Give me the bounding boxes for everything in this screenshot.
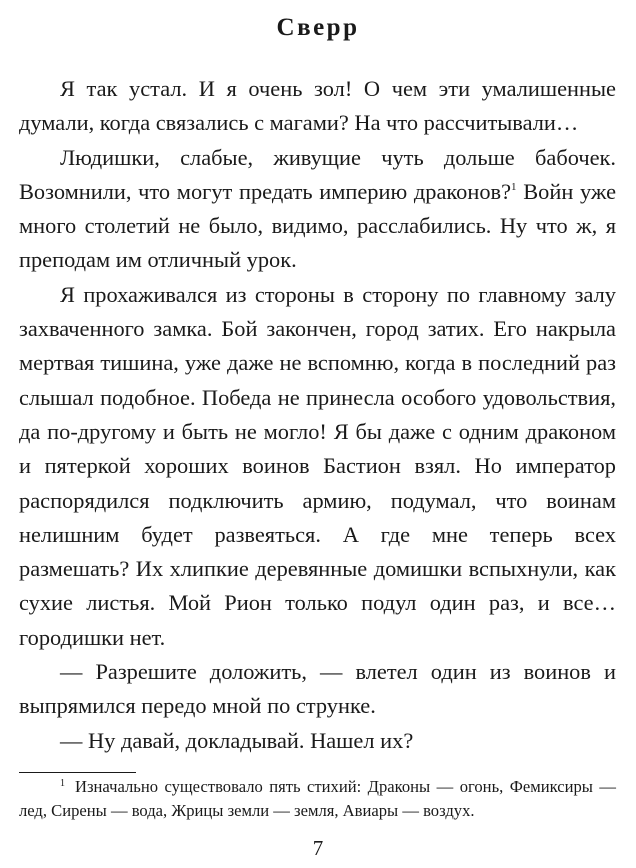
footnote-marker: 1 [60,778,65,789]
paragraph-text-continued: Войн уже много столетий не было, видимо, расслабились. Ну что ж, я преподам им отличный урок. [19,178,617,273]
paragraph: Я прохаживался из стороны в сторону по главному залу захваченного замка. Бой закончен, город затих. Его накрыла мертвая тишина, уже даже не вспомню, когда в последний раз слышал подобное. Победа не принесла особого удовольствия, да по-другому и быть не могло! Я бы даже с одним драконом и пятеркой хороших воинов Бастион взял. Но император распорядился подключить армию, подумал, что воинам нелишним будет развеяться. А где мне теперь всех размешать? Их хлипкие деревянные домишки вспыхнули, как сухие листья. Мой Рион только подул один раз, и все… городишки нет. [19,281,616,650]
footnote-reference[interactable]: 1 [511,180,517,193]
paragraph: — Разрешите доложить, — влетел один из воинов и выпрямился передо мной по струнке. [19,659,616,719]
paragraph: — Ну давай, докладывай. Нашел их? [60,727,414,753]
paragraph: Я так устал. И я очень зол! О чем эти умалишенные думали, когда связались с магами? На что рассчитывали… [19,76,616,136]
footnote-text: Изначально существовало пять стихий: Драконы — огонь, Фемиксиры — лед, Сирены — вода, Жрицы земли — земля, Авиары — воздух. [19,777,616,820]
body-text [19,72,616,758]
paragraph-text: Людишки, слабые, живущие чуть дольше бабочек. Возомнили, что могут предать империю драконов? [19,144,616,204]
footnote [19,775,616,823]
page-number: 7 [312,836,324,860]
footnote-divider [19,772,136,773]
chapter-title: Сверр [276,14,360,41]
paragraph [19,141,616,278]
